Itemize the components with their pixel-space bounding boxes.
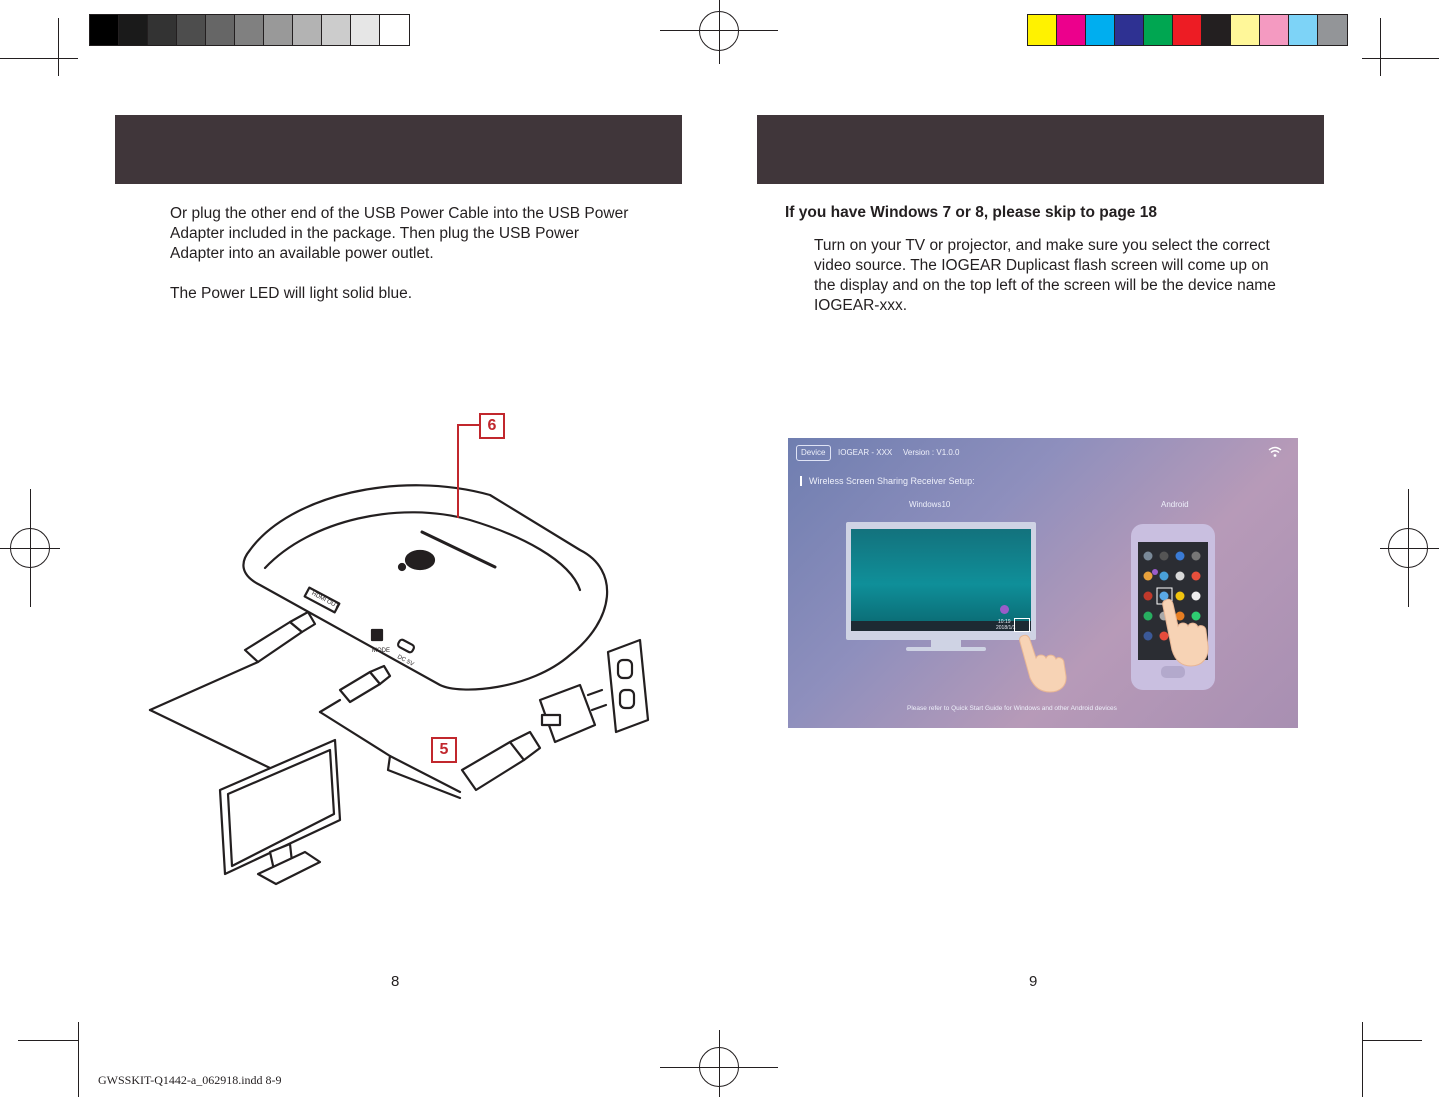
setup-title: Wireless Screen Sharing Receiver Setup:: [809, 476, 975, 486]
gray-swatch: [322, 15, 351, 45]
page-number-right: 9: [1029, 973, 1038, 990]
connection-diagram: [140, 400, 660, 890]
callout-6: 6: [479, 413, 505, 439]
device-name: IOGEAR - XXX: [838, 448, 893, 457]
right-instruction-text: Turn on your TV or projector, and make sure you select the correct video source. The IOGEAR Duplicast flash screen will come up on the display and on the top left of the screen will be the device name IOGEAR-xxx.: [814, 237, 1276, 314]
hand-pointer-icon: [1016, 632, 1072, 694]
android-label: Android: [1161, 500, 1189, 509]
svg-text:DC 5V: DC 5V: [396, 654, 415, 668]
process-swatch: [1231, 15, 1260, 45]
left-instruction-text: Or plug the other end of the USB Power Cable into the USB Power Adapter included in the package. Then plug the USB Power Adapter into an available power outlet.: [170, 205, 629, 262]
gray-swatch: [264, 15, 293, 45]
windows-label: Windows10: [909, 500, 951, 509]
led-light: [406, 551, 434, 569]
quick-start-footer: Please refer to Quick Start Guide for Windows and other Android devices: [907, 705, 1117, 712]
process-swatch: [1115, 15, 1144, 45]
process-swatch: [1028, 15, 1057, 45]
process-swatch: [1144, 15, 1173, 45]
gray-swatch: [177, 15, 206, 45]
gray-swatch: [90, 15, 119, 45]
process-swatch: [1318, 15, 1347, 45]
gray-swatch: [293, 15, 322, 45]
left-header-bar: [115, 115, 682, 184]
callout-5: 5: [431, 737, 457, 763]
file-slug: GWSSKIT-Q1442-a_062918.indd 8-9: [98, 1073, 282, 1087]
right-header-bar: [757, 115, 1324, 184]
svg-text:HDMI OUT: HDMI OUT: [310, 590, 340, 611]
process-swatch: [1173, 15, 1202, 45]
hdmi-cable: [150, 710, 270, 768]
wifi-icon: [1268, 446, 1282, 458]
gray-swatch: [119, 15, 148, 45]
hand-pointer-icon-android: [1158, 598, 1212, 668]
power-adapter: [540, 685, 595, 742]
process-swatch: [1202, 15, 1231, 45]
windows-version-heading: If you have Windows 7 or 8, please skip to page 18: [785, 204, 1157, 221]
grayscale-color-bar: [89, 14, 410, 46]
gray-swatch: [206, 15, 235, 45]
process-swatch: [1086, 15, 1115, 45]
gray-swatch: [235, 15, 264, 45]
gray-swatch: [148, 15, 177, 45]
svg-text:MODE: MODE: [372, 648, 390, 654]
wall-outlet: [608, 640, 648, 732]
receiver-device: [243, 485, 607, 689]
page-number-left: 8: [391, 973, 400, 990]
process-swatch: [1057, 15, 1086, 45]
left-led-text: The Power LED will light solid blue.: [170, 285, 413, 302]
version-label: Version : V1.0.0: [903, 448, 960, 457]
receiver-setup-screenshot: Device IOGEAR - XXX Version : V1.0.0 Wireless Screen Sharing Receiver Setup: Windows10 Android 10:19 2018/1/1 Please refer to Quick Start Guide for Windows and other Android devices: [788, 438, 1298, 728]
gray-swatch: [351, 15, 380, 45]
process-color-bar: [1027, 14, 1348, 46]
gray-swatch: [380, 15, 409, 45]
process-swatch: [1289, 15, 1318, 45]
process-swatch: [1260, 15, 1289, 45]
